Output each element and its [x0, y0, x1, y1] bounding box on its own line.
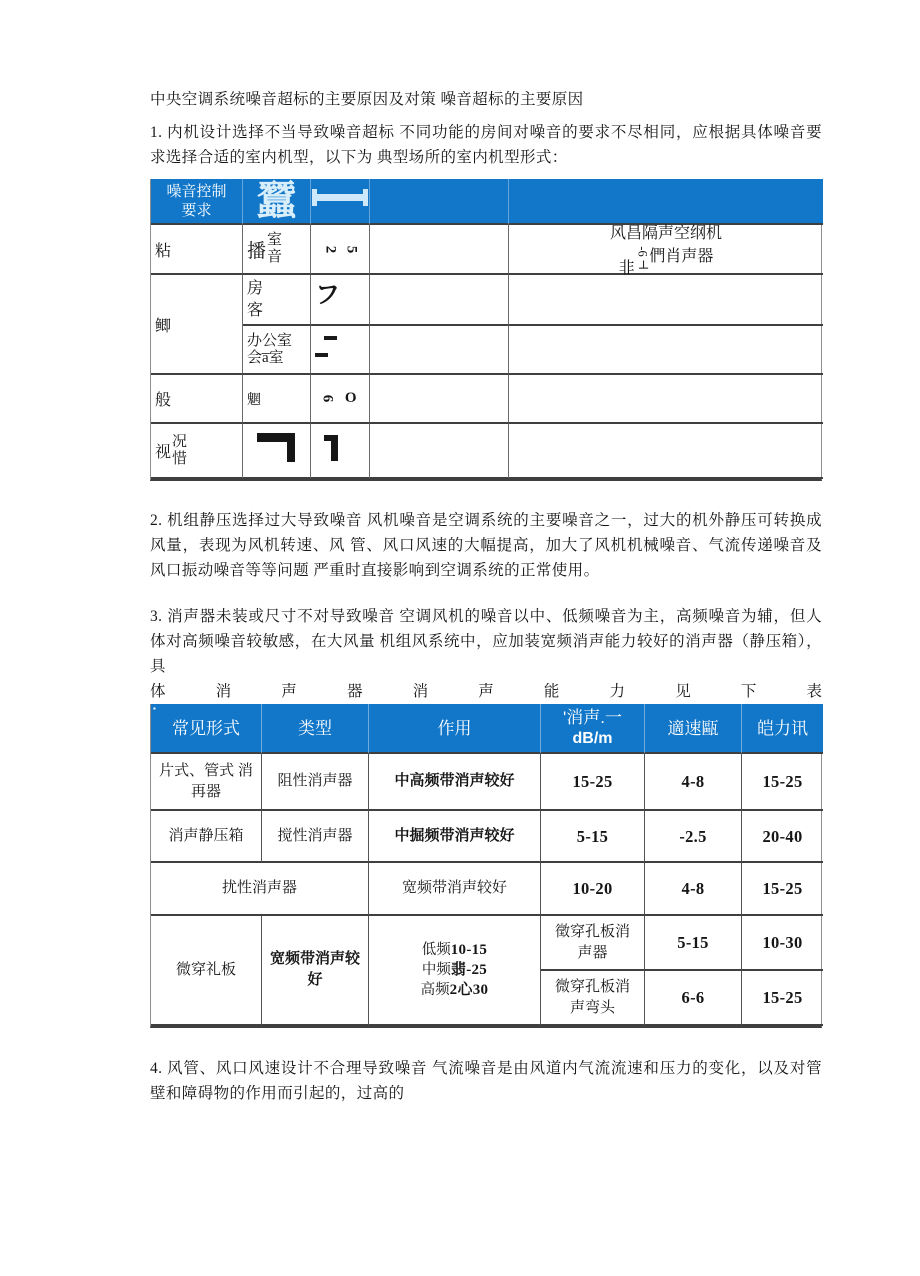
page-title: 中央空调系统噪音超标的主要原因及对策 噪音超标的主要原因 — [150, 91, 584, 108]
t2-cell: 20-40 — [742, 811, 823, 863]
noise-requirement-table — [150, 179, 822, 481]
t1-header-icon-cell — [311, 179, 370, 225]
t1-cell: 视 况 惜 — [151, 424, 243, 479]
t1-header-noise-control: 噪音控制 要求 — [151, 179, 243, 225]
t2-cell-merged: 微穿礼板 — [151, 916, 262, 1026]
paragraph-1: 1. 内机设计选择不当导致噪音超标 不同功能的房间对噪音的要求不尽相同，应根据具体噪音要求选择合适的室内机型，以下为 典型场所的室内机型形式： — [150, 124, 822, 166]
t1-cell — [509, 375, 823, 424]
t2-cell: 中高频带消声较好 — [369, 754, 541, 811]
t1-cell: 播 室 音 — [243, 225, 311, 275]
t2-cell: 阻性消声器 — [262, 754, 369, 811]
t1-cell: 魍 — [243, 375, 311, 424]
i-beam-icon — [312, 194, 368, 201]
t1-cell — [509, 326, 823, 375]
t2-cell: 微穿孔板消 声弯头 — [541, 971, 645, 1026]
t2-cell-merged: 低频10-15 中频翡-25 高频2心30 — [369, 916, 541, 1026]
t2-cell: 15-25 — [541, 754, 645, 811]
t1-header-empty-1 — [370, 179, 509, 225]
t2-cell: 4-8 — [645, 863, 742, 916]
t2-header-type: 类型 — [262, 704, 369, 754]
corner-mark: ▪ — [153, 704, 156, 713]
t1-cell: 般 — [151, 375, 243, 424]
t2-cell: 中掘频带消声较好 — [369, 811, 541, 863]
t2-cell: 搅性消声器 — [262, 811, 369, 863]
t1-cell — [370, 275, 509, 326]
bug-glyph: 蠶 — [256, 179, 297, 223]
t2-cell: 15-25 — [742, 971, 823, 1026]
t1-cell: 办公室 会a̅室 — [243, 326, 311, 375]
t1-cell: 鲫 — [151, 275, 243, 375]
t2-cell: -2.5 — [645, 811, 742, 863]
paragraph-4: 4. 风管、风口风速设计不合理导致噪音 气流噪音是由风道内气流流速和压力的变化，以及对管壁和障碍物的作用而引起的，过高的 — [150, 1060, 822, 1102]
t2-cell-merged: 宽频带消声较好 — [262, 916, 369, 1026]
document-body — [150, 88, 822, 1106]
t2-cell: 片式、管式 消再器 — [151, 754, 262, 811]
t1-cell — [370, 424, 509, 479]
dash-glyphs — [315, 336, 337, 357]
t2-cell: 消声静压箱 — [151, 811, 262, 863]
t2-cell-merged: 扰性消声器 — [151, 863, 369, 916]
t1-header-glyph — [243, 179, 311, 225]
t2-cell: 10-30 — [742, 916, 823, 971]
t2-cell: 6-6 — [645, 971, 742, 1026]
t1-cell — [370, 326, 509, 375]
t1-cell: 粘 — [151, 225, 243, 275]
t2-header-speed: 適速甌 — [645, 704, 742, 754]
t1-cell — [509, 275, 823, 326]
t1-cell: 房 客 — [243, 275, 311, 326]
t2-header-attenuation: '消声.一 dB/m — [541, 704, 645, 754]
t1-cell: 6 O — [311, 375, 370, 424]
silencer-table — [150, 704, 822, 1028]
t1-cell — [370, 375, 509, 424]
t2-cell: 15-25 — [742, 754, 823, 811]
t2-header-form: 常见形式 — [151, 704, 262, 754]
t2-cell: 徵穿孔板消 声器 — [541, 916, 645, 971]
t2-cell: 15-25 — [742, 863, 823, 916]
t1-cell-fan-text: 风昌隔声空纲机 非 -6 ⊣ 們肖声器 — [509, 225, 823, 275]
t2-cell: 5-15 — [645, 916, 742, 971]
t2-cell: 10-20 — [541, 863, 645, 916]
corner-glyph — [257, 433, 295, 462]
paragraph-2: 2. 机组静压选择过大导致噪音 风机噪音是空调系统的主要噪音之一，过大的机外静压可转换成风量，表现为风机转速、风 管、风口风速的大幅提高，加大了风机机械噪音、气流传递噪音及风口振动噪音等等问题 严重时直接影响到空调系统的正常使用。 — [150, 512, 822, 579]
paragraph-3: 3. 消声器未装或尺寸不对导致噪音 空调风机的噪音以中、低频噪音为主，高频噪音为辅，但人体对高频噪音较敏感，在大风量 机组风系统中，应加装宽频消声能力较好的消声器（静压箱），具 — [150, 608, 822, 675]
t2-header-resistance: 皑力讯 — [742, 704, 823, 754]
t1-header-empty-2 — [509, 179, 823, 225]
t1-cell — [370, 225, 509, 275]
t2-header-effect: 作用 — [369, 704, 541, 754]
t1-cell: フ — [311, 275, 370, 326]
t2-cell: 5-15 — [541, 811, 645, 863]
t1-cell — [311, 326, 370, 375]
paragraph-3-justified-line: 体 消 声 器 消 声 能 力 见 下 表 — [150, 683, 822, 700]
t1-cell — [243, 424, 311, 479]
t1-cell — [509, 424, 823, 479]
t2-cell: 4-8 — [645, 754, 742, 811]
t1-cell — [311, 424, 370, 479]
bar-glyph — [331, 435, 338, 461]
t2-cell: 宽频带消声较好 — [369, 863, 541, 916]
t1-cell: 2 5 — [311, 225, 370, 275]
